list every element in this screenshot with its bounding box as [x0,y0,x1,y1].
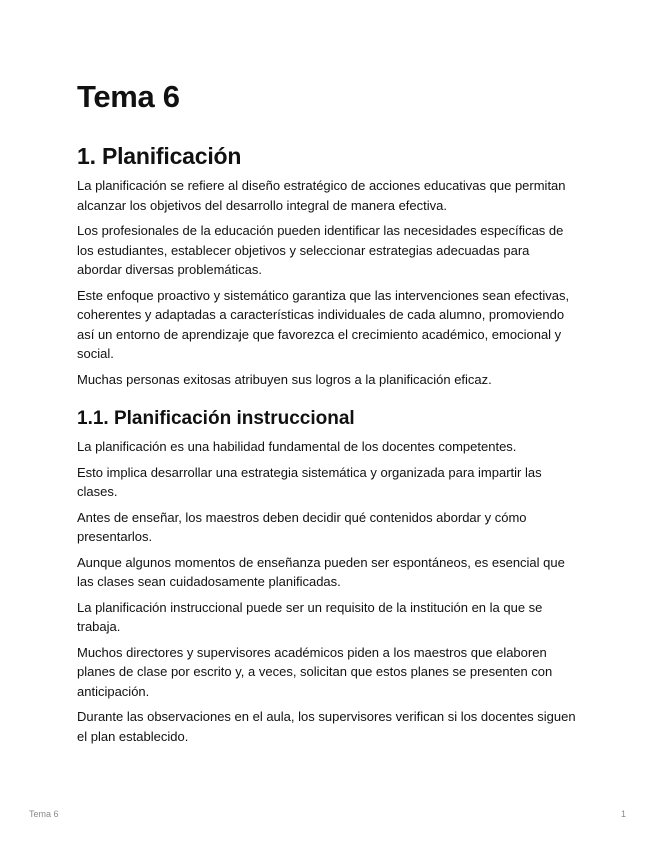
paragraph: Durante las observaciones en el aula, los supervisores verifican si los docentes siguen el plan establecido. [77,709,576,744]
section-heading-planificacion: 1. Planificación [77,143,242,169]
document-title: Tema 6 [77,79,180,114]
paragraph: La planificación se refiere al diseño estratégico de acciones educativas que permitan alcanzar los objetivos del desarrollo integral de manera efectiva. [77,178,566,213]
paragraph: Antes de enseñar, los maestros deben decidir qué contenidos abordar y cómo presentarlos. [77,509,527,544]
paragraph: La planificación instruccional puede ser un requisito de la institución en la que se trabaja. [77,599,543,634]
document-page [77,78,577,752]
subsection-heading-planificacion-instruccional: 1.1. Planificación instruccional [77,408,355,429]
paragraph: Este enfoque proactivo y sistemático garantiza que las intervenciones sean efectivas, coherentes y adaptadas a características individuales de cada alumno, promoviendo así un entorno de aprendizaje que favorezca el crecimiento académico, emocional y social. [77,287,570,361]
paragraph: Esto implica desarrollar una estrategia sistemática y organizada para impartir las clases. [77,464,542,499]
paragraph: La planificación es una habilidad fundamental de los docentes competentes. [77,439,517,454]
footer-page-number: 1 [620,809,626,819]
footer-document-title: Tema 6 [29,809,59,819]
paragraph: Aunque algunos momentos de enseñanza pueden ser espontáneos, es esencial que las clases sean cuidadosamente planificadas. [77,554,565,589]
paragraph: Muchos directores y supervisores académicos piden a los maestros que elaboren planes de clase por escrito y, a veces, solicitan que estos planes se presenten con anticipación. [77,644,553,699]
paragraph: Muchas personas exitosas atribuyen sus logros a la planificación eficaz. [77,371,492,387]
paragraph: Los profesionales de la educación pueden identificar las necesidades específicas de los estudiantes, establecer objetivos y seleccionar estrategias adecuadas para abordar diversas problemáticas. [77,223,564,277]
